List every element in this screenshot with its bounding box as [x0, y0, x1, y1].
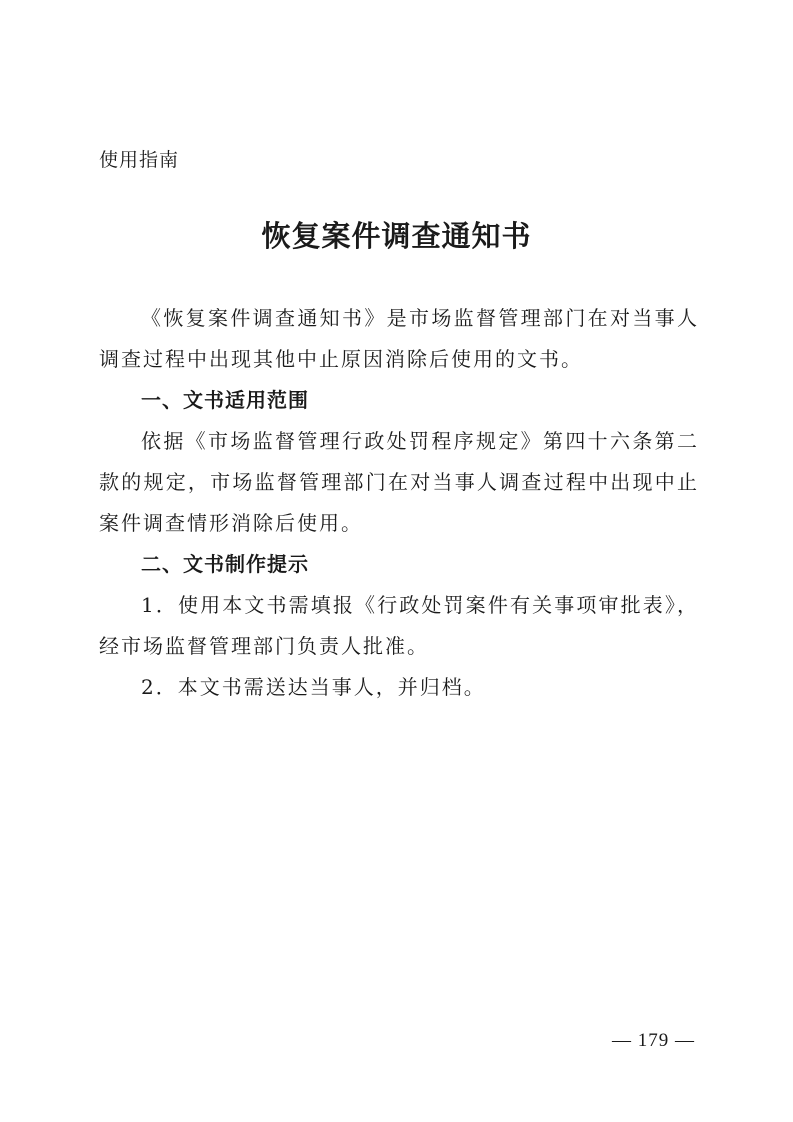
guide-label: 使用指南	[99, 149, 180, 171]
section-heading-scope: 一、文书适用范围	[141, 388, 309, 412]
tip-item-1: 1．使用本文书需填报《行政处罚案件有关事项审批表》，经市场监督管理部门负责人批准。	[99, 593, 699, 658]
scope-paragraph: 依据《市场监督管理行政处罚程序规定》第四十六条第二款的规定，市场监督管理部门在对当事人调查过程中出现中止案件调查情形消除后使用。	[99, 429, 699, 535]
section-heading-tips: 二、文书制作提示	[141, 552, 309, 576]
tip-item-2: 2．本文书需送达当事人，并归档。	[141, 675, 486, 699]
page-number: — 179 —	[612, 1030, 695, 1051]
intro-paragraph: 《恢复案件调查通知书》是市场监督管理部门在对当事人调查过程中出现其他中止原因消除后使用的文书。	[99, 306, 699, 371]
document-body	[99, 298, 699, 708]
document-title: 恢复案件调查通知书	[261, 219, 532, 253]
